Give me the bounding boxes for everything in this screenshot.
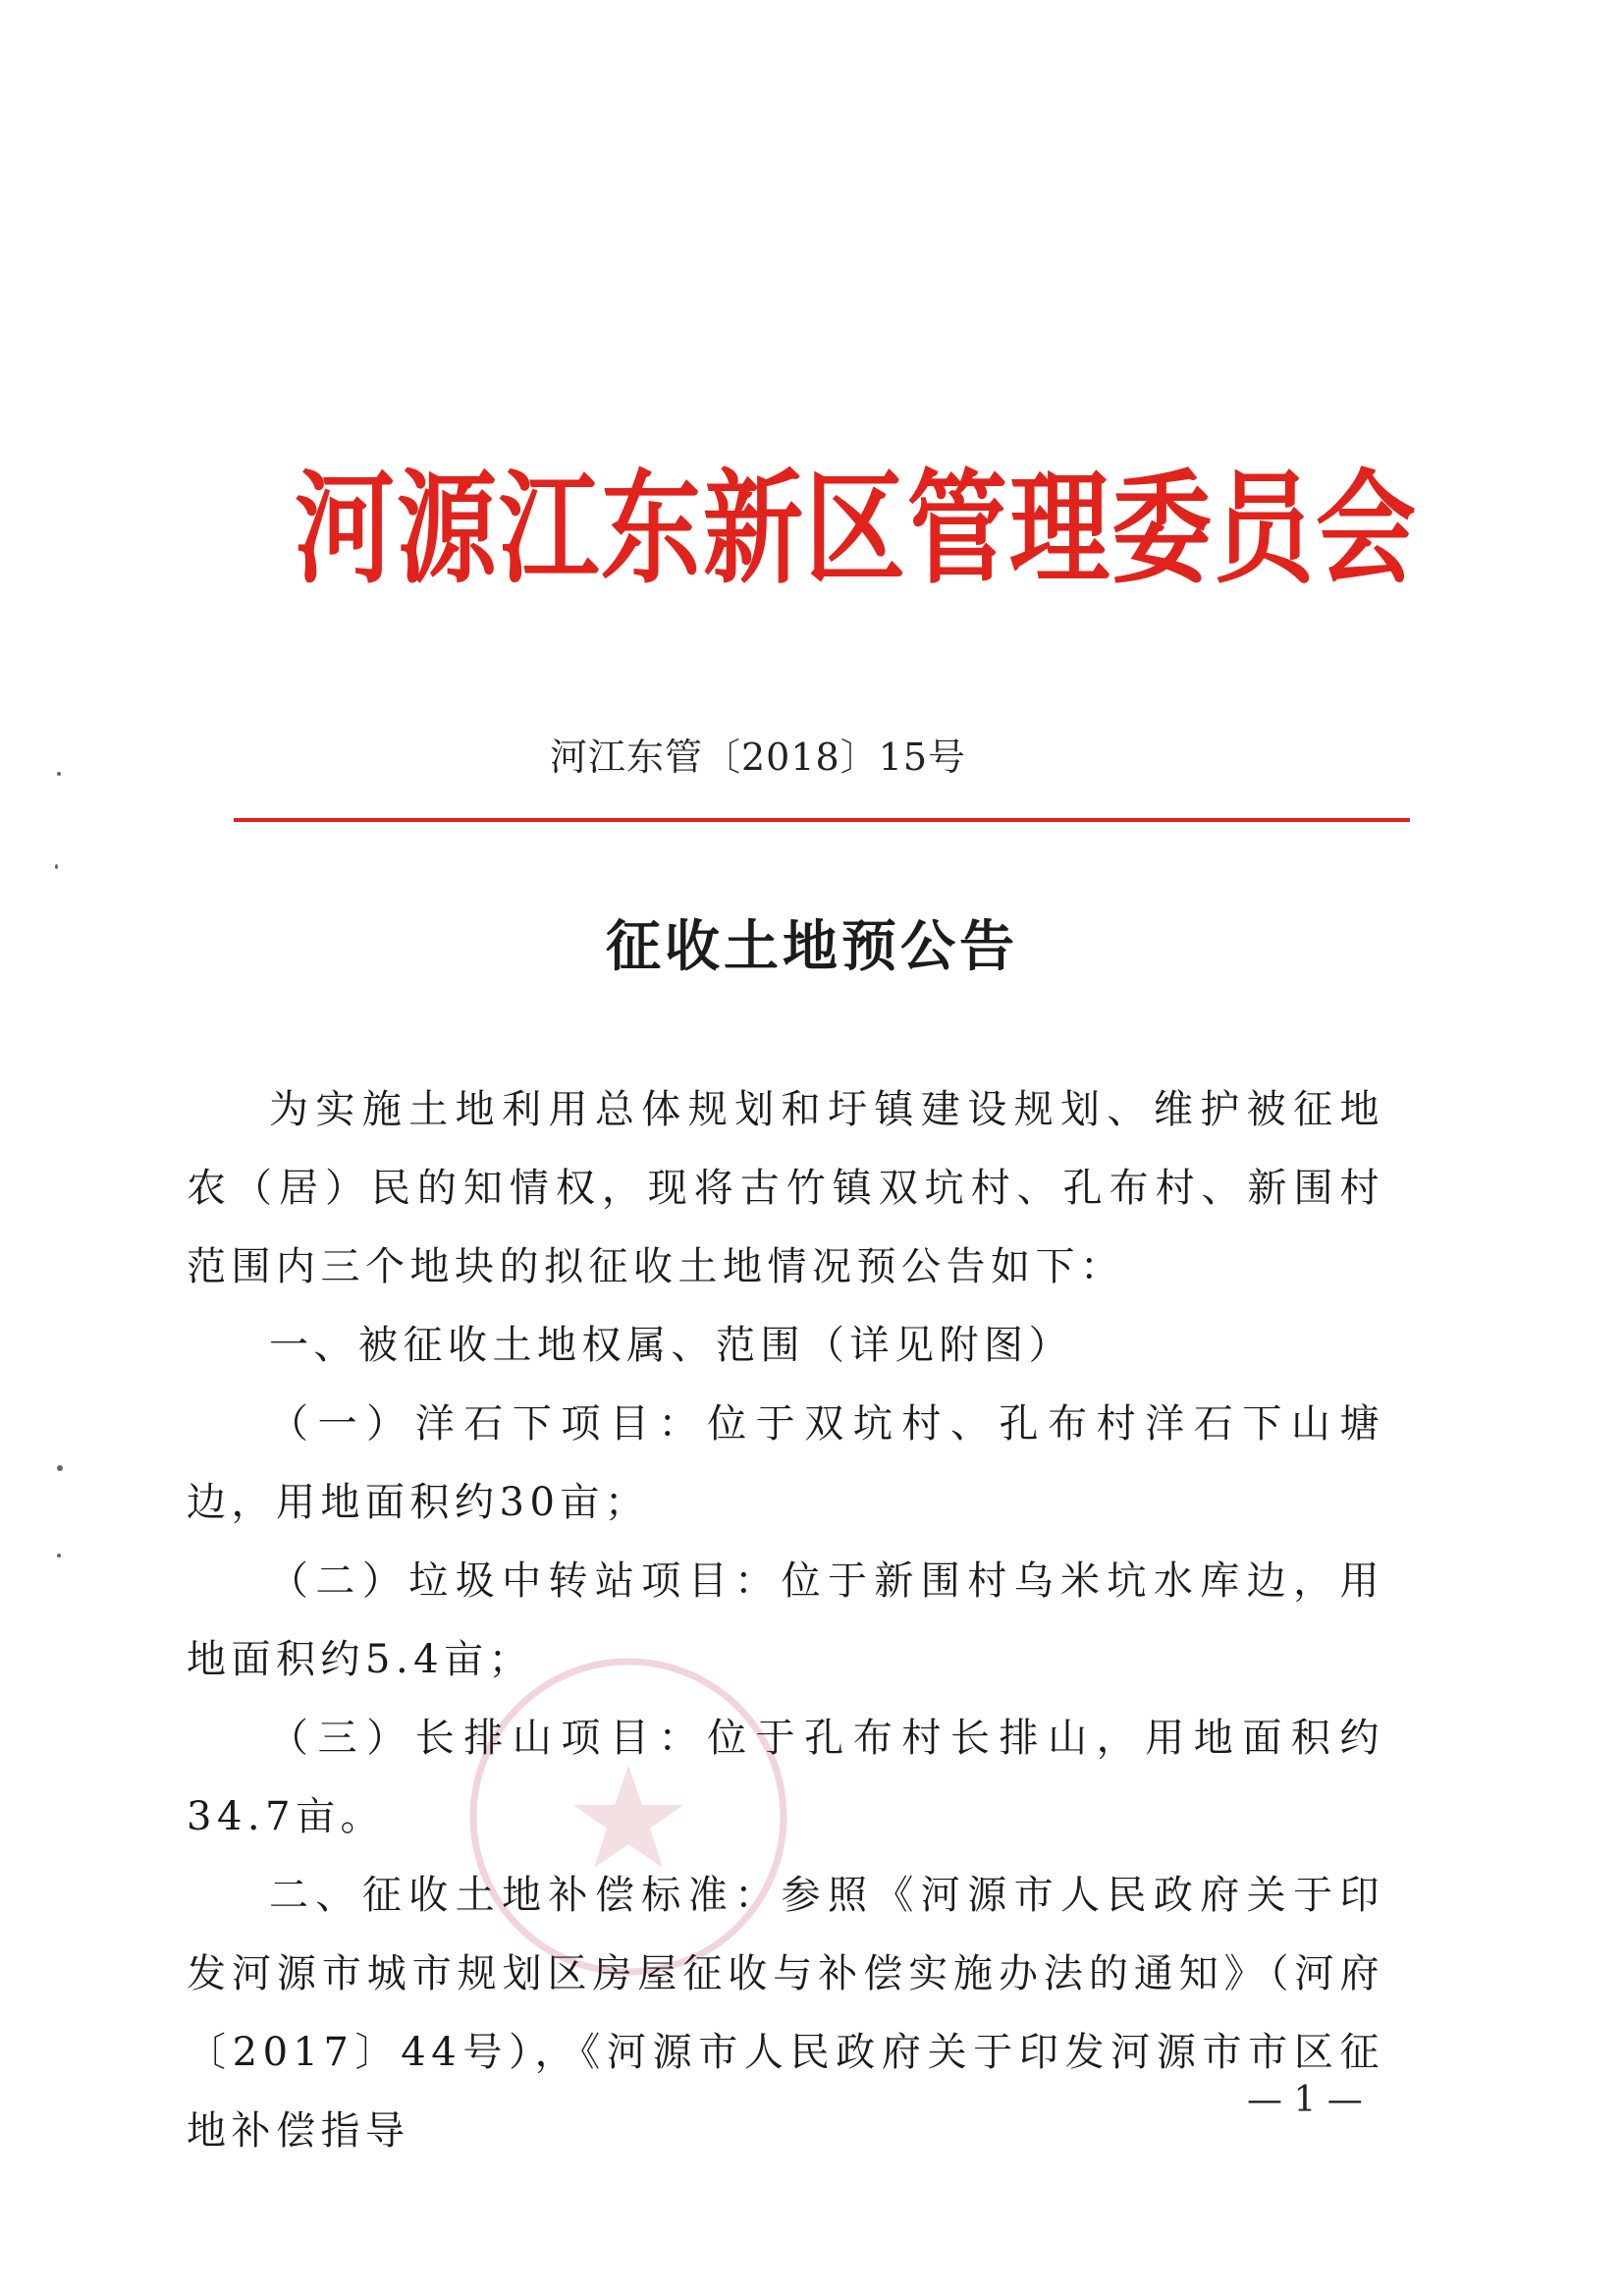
document-title: 征收土地预公告 <box>606 914 1018 979</box>
document-number: 河江东管〔2018〕15号 <box>550 736 967 779</box>
red-divider-line <box>234 818 1410 822</box>
intro-paragraph: 为实施土地利用总体规划和圩镇建设规划、维护被征地农（居）民的知情权，现将古竹镇双坑村、孔布村、新围村范围内三个地块的拟征收土地情况预公告如下： <box>187 1087 1384 1289</box>
page-number: — 1 — <box>1247 2080 1363 2120</box>
scan-speck <box>55 864 58 869</box>
section-1-heading: 一、被征收土地权属、范围（详见附图） <box>269 1323 1073 1368</box>
issuer-header: 河源江东新区管理委员会 <box>295 458 1418 602</box>
document-body <box>187 1070 1384 2170</box>
item-3-paragraph: （三）长排山项目：位于孔布村长排山，用地面积约34.7亩。 <box>187 1716 1384 1839</box>
scan-speck <box>57 1554 61 1557</box>
section-2-paragraph: 二、征收土地补偿标准：参照《河源市人民政府关于印发河源市城市规划区房屋征收与补偿实施办法的通知》（河府〔2017〕44号），《河源市人民政府关于印发河源市市区征地补偿指导 <box>187 1873 1384 2154</box>
scan-speck <box>57 772 61 776</box>
item-2-paragraph: （二）垃圾中转站项目：位于新围村乌米坑水库边，用地面积约5.4亩； <box>187 1558 1384 1682</box>
scan-speck <box>57 1465 63 1471</box>
item-1-paragraph: （一）洋石下项目：位于双坑村、孔布村洋石下山塘边，用地面积约30亩； <box>187 1401 1384 1525</box>
